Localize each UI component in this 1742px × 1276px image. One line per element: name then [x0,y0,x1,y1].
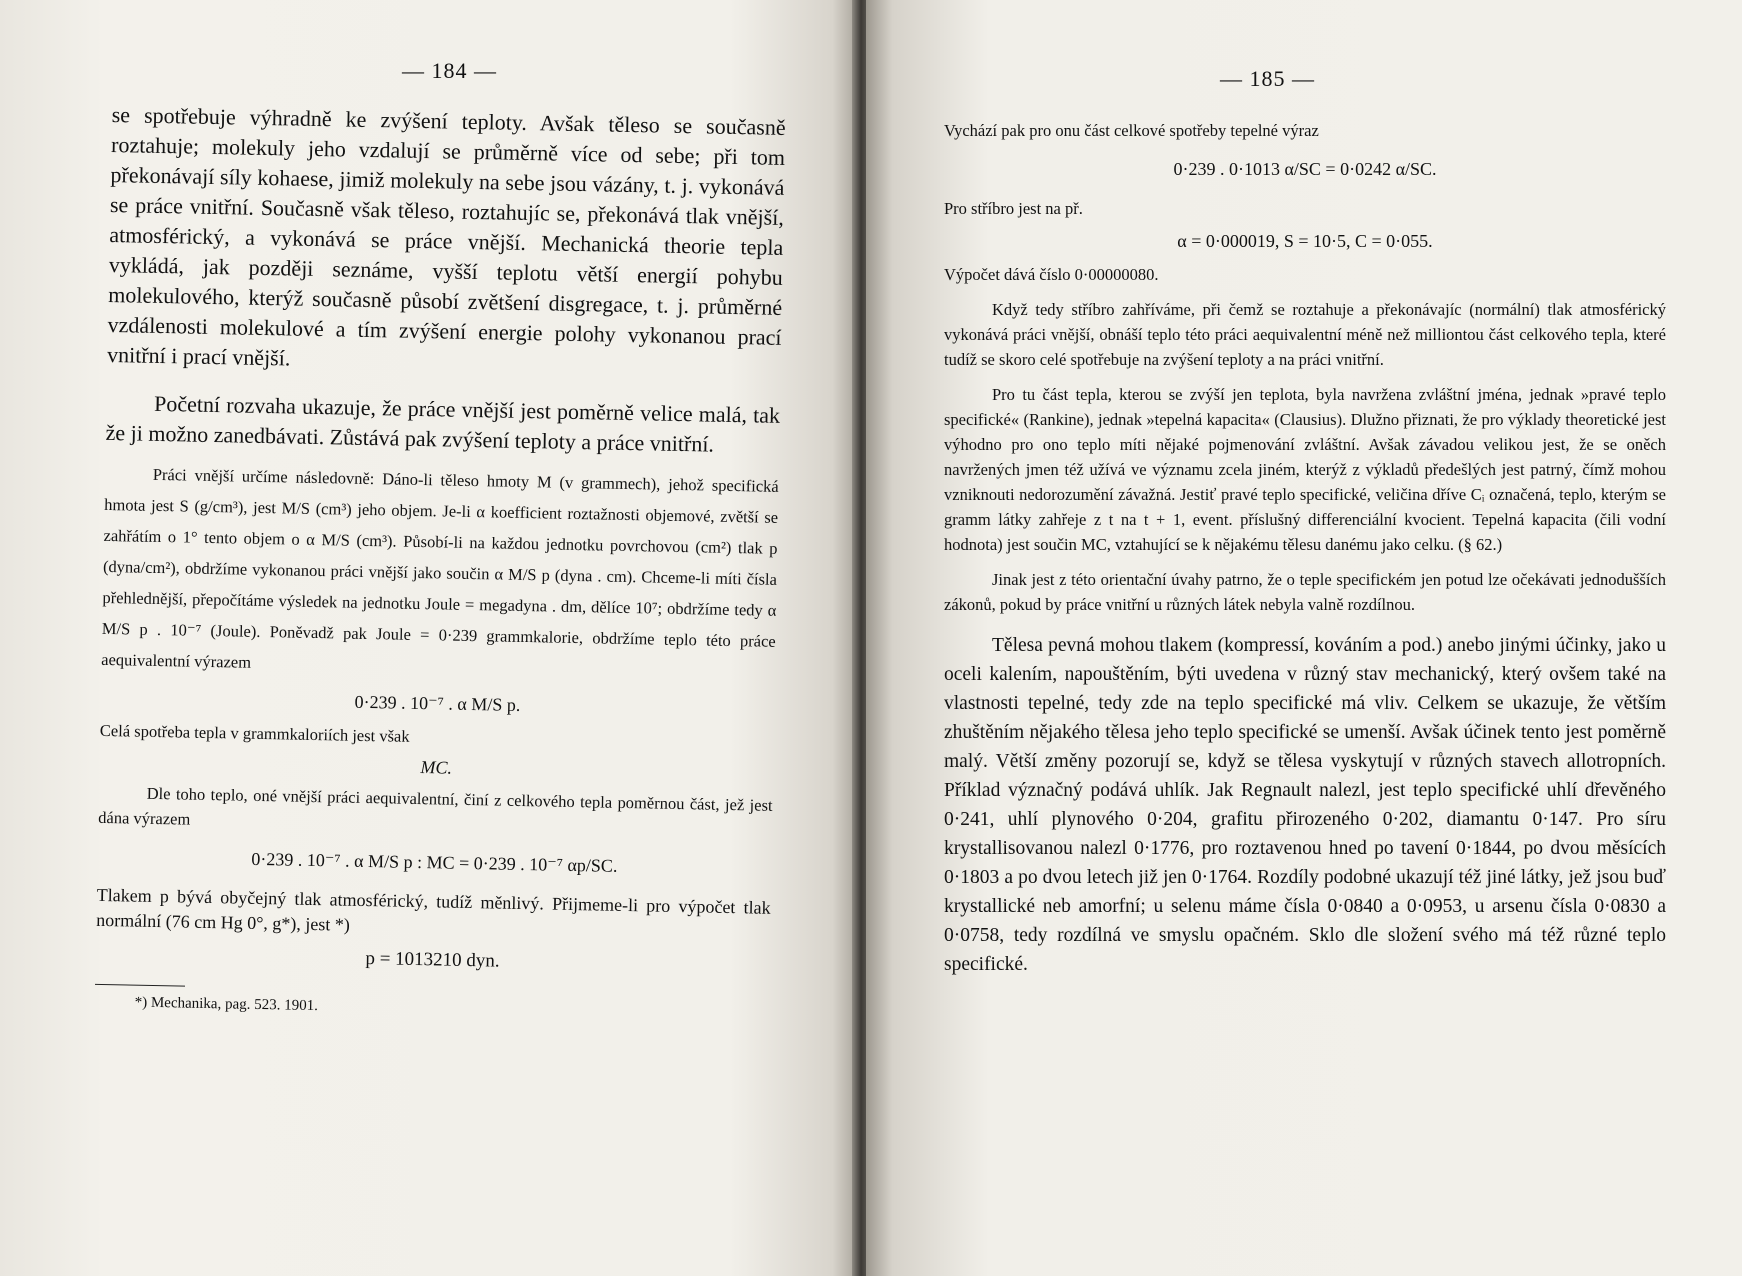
left-paragraph-3: Práci vnější určíme následovně: Dáno-li těleso hmoty M (v grammech), jehož specifická hmota jest S (g/cm³), jest M/S (cm³) jeho objem. Je-li α koefficient roztažnosti objemové, zvětší se zahřátím o 1° tento objem o α M/S (cm³). Působí-li na každou jednotku povrchovou (cm²) tlak p (dyna/cm²), obdržíme vykonanou práci vnější jako součin α M/S p (dyna . cm). Chceme-li míti čísla přehlednější, přepočítáme výsledek na jednotku Joule = megadyna . dm, dělíce 10⁷; obdržíme tedy α M/S p . 10⁻⁷ (Joule). Poněvadž pak Joule = 0·239 grammkalorie, obdržíme teplo této práce aequivalentní výrazem [101,464,779,672]
right-text-column [944,118,1666,979]
left-paragraph-4: Celá spotřeba tepla v grammkaloriích jest však [99,720,410,746]
left-page [0,0,858,1276]
left-equation-4: p = 1013210 dyn. [365,948,500,972]
right-paragraph-2: Pro tu část tepla, kterou se zvýší jen teplota, byla navržena zvláštní jména, jednak »pravé teplo specifické« (Rankine), jednak »tepelná kapacita« (Clausius). Dlužno přiznati, že pro výklady theoretické jest výhodno pro ono teplo míti nějaké pojmenování zvláštní. Avšak závadou velikou jest, že se oněch navržených jmen též užívá ve významu zcela jiném, kterýž z výkladů předešlých jest patrný, čímž mohou vzniknouti nedorozumění závažná. Jestiť pravé teplo specifické, veličina dříve Cᵢ označená, teplo, kterým se gramm látky zahřeje z t na t + 1, event. příslušný differenciální kvocient. Tepelná kapacita (čili vodní hodnota) jest součin MC, vztahující se k nějakému tělesu danému jako celku. (§ 62.) [944,385,1666,554]
left-paragraph-6: Tlakem p bývá obyčejný tlak atmosférický, tudíž měnlivý. Přijmeme-li pro výpočet tlak normální (76 cm Hg 0°, g*), jest *) [96,884,771,935]
left-page-number: — 184 — [402,58,497,83]
left-paragraph-2: Početní rozvaha ukazuje, že práce vnější jest poměrně velice malá, tak že ji možno zanedbávati. Zůstává pak zvýšení teploty a práce vnitřní. [105,390,781,457]
left-equation-3: 0·239 . 10⁻⁷ . α M/S p : MC = 0·239 . 10⁻⁷ αp/SC. [251,848,618,876]
right-equation-1: 0·239 . 0·1013 α/SC = 0·0242 α/SC. [1173,159,1437,179]
left-paragraph-1: se spotřebuje výhradně ke zvýšení teploty. Avšak těleso se současně roztahuje; molekuly jeho vzdalují se průměrně více od sebe; při tom překonávají síly kohaese, jimiž molekuly na sebe jsou vázány, t. j. vykonává se práce vnitřní. Současně však těleso, roztahujíc se, překonává tlak vnější, atmosférický, a vykonává se práce vnější. Mechanická theorie tepla vykládá, jak později seznáme, vyšší teplotu větší energií pohybu molekulového, kterýž současně působí zvětšení disgregace, t. j. průměrné vzdálenosti molekulové a tím zvýšení energie polohy vykonanou prací vnitřní i prací vnější. [106,101,786,371]
right-page-number: — 185 — [1220,66,1315,91]
right-paragraph-3: Jinak jest z této orientační úvahy patrno, že o teple specifickém jen potud lze očekávati jednodušších zákonů, pokud by práce vnitřní u různých látek nebyla valně rozdílnou. [944,570,1666,614]
left-equation-1: 0·239 . 10⁻⁷ . α M/S p. [354,691,521,715]
right-equation-2: α = 0·000019, S = 10·5, C = 0·055. [1177,231,1433,251]
right-paragraph-1: Když tedy stříbro zahříváme, při čemž se roztahuje a překonávajíc (normální) tlak atmosférický vykonává práci vnější, obnáší teplo této práci aequivalentní méně než milliontou část celkového tepla, které tudíž se skoro celé spotřebuje na zvýšení teploty a na práci vnitřní. [944,300,1666,369]
right-line-1: Vychází pak pro onu část celkové spotřeby tepelné výraz [944,121,1319,140]
right-line-3: Výpočet dává číslo 0·00000080. [944,265,1159,284]
right-page [866,0,1742,1276]
left-equation-2: MC. [420,757,453,778]
left-paragraph-5: Dle toho teplo, oné vnější práci aequivalentní, činí z celkového tepla poměrnou část, jež jest dána výrazem [98,783,773,829]
footnote-rule [95,984,185,987]
right-line-2: Pro stříbro jest na př. [944,199,1083,218]
right-paragraph-4: Tělesa pevná mohou tlakem (kompressí, kováním a pod.) anebo jinými účinky, jako u oceli kalením, napouštěním, býti uvedena v různý stav mechanický, který ovšem také na vlastnosti tepelné, tedy zde na teplo specifické má vliv. Celkem se ukazuje, že větším zhuštěním nějakého tělesa jeho teplo specifické se umenší. Avšak účinek tento jest poměrně malý. Větší změny pozorují se, když se tělesa vyskytují v různých stavech allotropních. Příklad význačný podává uhlík. Jak Regnault nalezl, jest teplo specifické uhlí dřevěného 0·241, uhlí plynového 0·204, grafitu přirozeného 0·202, diamantu 0·147. Pro síru krystallisovanou nalezl 0·1776, pro roztavenou hned po tavení 0·1844, po dvou měsících 0·1803 a po dvou letech již jen 0·1764. Rozdíly podobné ukazují též jiné látky, jež jsou buď krystallické neb amorfní; u selenu máme čísla 0·0840 a 0·0953, u arsenu čísla 0·0830 a 0·0758, tedy rozdílná ve smyslu opačném. Sklo dle složení svého má též různé teplo specifické. [944,635,1666,975]
left-text-column [94,100,785,1026]
left-footnote: *) Mechanika, pag. 523. 1901. [134,994,319,1015]
